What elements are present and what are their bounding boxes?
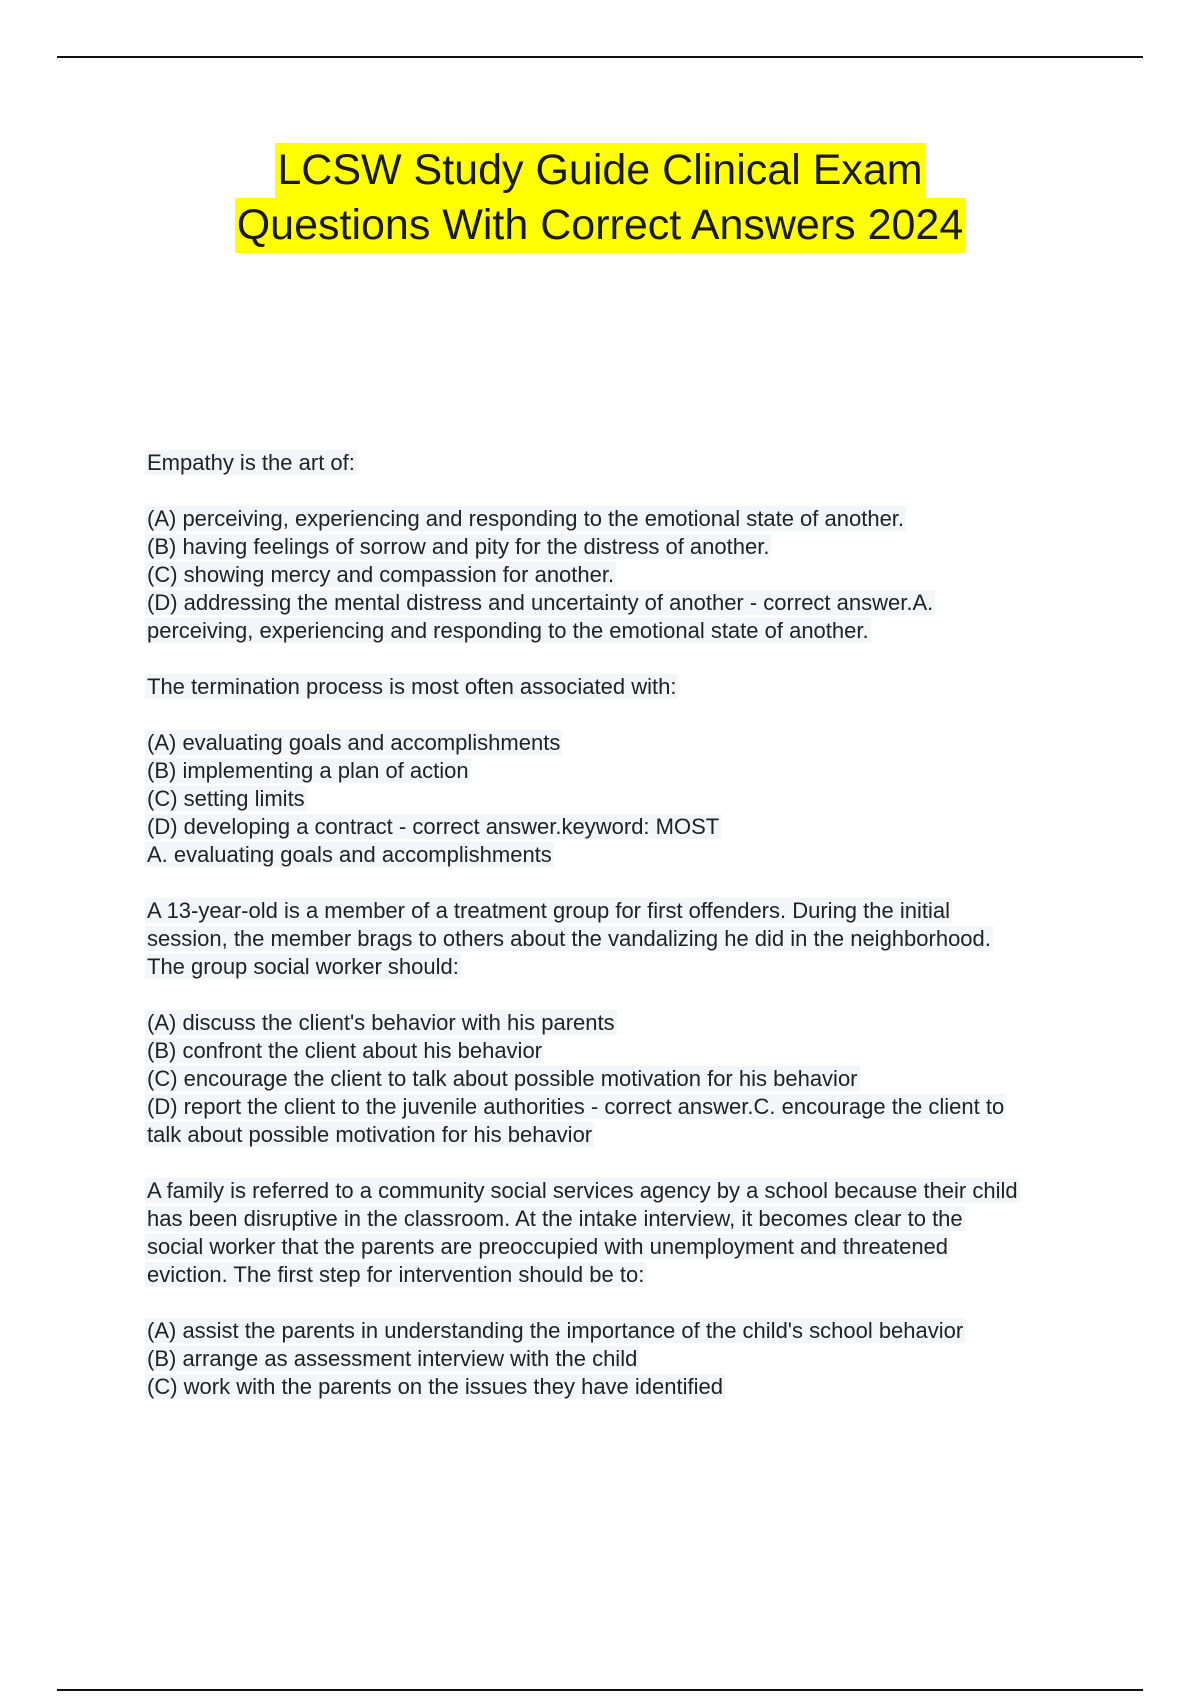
stem-line: session, the member brags to others about the vandalizing he did in the neighborhood. xyxy=(147,926,991,951)
stem-line: social worker that the parents are preoccupied with unemployment and threatened xyxy=(147,1234,949,1259)
question-stem xyxy=(145,897,1095,981)
option-line: (B) arrange as assessment interview with the child xyxy=(147,1346,638,1371)
stem-line: has been disruptive in the classroom. At the intake interview, it becomes clear to the xyxy=(147,1206,963,1231)
option-line: (A) evaluating goals and accomplishments xyxy=(147,730,561,755)
question-3 xyxy=(145,897,1095,1149)
option-line: (B) confront the client about his behavior xyxy=(147,1038,543,1063)
stem-line: The termination process is most often associated with: xyxy=(147,674,677,699)
option-line: (C) showing mercy and compassion for another. xyxy=(147,562,615,587)
option-line: A. evaluating goals and accomplishments xyxy=(147,842,552,867)
question-4 xyxy=(145,1177,1095,1401)
option-line: (D) addressing the mental distress and uncertainty of another - correct answer.A. xyxy=(147,590,934,615)
option-line: (A) assist the parents in understanding the importance of the child's school behavior xyxy=(147,1318,964,1343)
question-2 xyxy=(145,673,1095,869)
option-line: (A) discuss the client's behavior with his parents xyxy=(147,1010,615,1035)
title-line-1: LCSW Study Guide Clinical Exam xyxy=(275,143,924,198)
bottom-rule xyxy=(57,1689,1143,1691)
option-line: (B) implementing a plan of action xyxy=(147,758,469,783)
top-rule xyxy=(57,56,1143,58)
title-line-2: Questions With Correct Answers 2024 xyxy=(235,198,966,253)
question-stem xyxy=(145,1177,1095,1289)
option-line: (D) developing a contract - correct answer.keyword: MOST xyxy=(147,814,720,839)
option-line: (C) encourage the client to talk about possible motivation for his behavior xyxy=(147,1066,858,1091)
stem-line: eviction. The first step for intervention should be to: xyxy=(147,1262,645,1287)
option-line: (B) having feelings of sorrow and pity for the distress of another. xyxy=(147,534,770,559)
stem-line: A family is referred to a community social services agency by a school because their child xyxy=(147,1178,1018,1203)
option-line: (D) report the client to the juvenile authorities - correct answer.C. encourage the client to xyxy=(147,1094,1005,1119)
question-stem xyxy=(145,449,1095,477)
question-stem xyxy=(145,673,1095,701)
document-title xyxy=(0,143,1200,253)
stem-line: The group social worker should: xyxy=(147,954,459,979)
stem-line: A 13-year-old is a member of a treatment group for first offenders. During the initial xyxy=(147,898,950,923)
option-line: perceiving, experiencing and responding to the emotional state of another. xyxy=(147,618,869,643)
question-list xyxy=(145,449,1095,1429)
option-line: talk about possible motivation for his behavior xyxy=(147,1122,593,1147)
option-line: (A) perceiving, experiencing and responding to the emotional state of another. xyxy=(147,506,905,531)
answer-options xyxy=(145,729,1095,869)
question-1 xyxy=(145,449,1095,645)
answer-options xyxy=(145,505,1095,645)
option-line: (C) setting limits xyxy=(147,786,305,811)
answer-options xyxy=(145,1317,1095,1401)
answer-options xyxy=(145,1009,1095,1149)
stem-line: Empathy is the art of: xyxy=(147,450,355,475)
option-line: (C) work with the parents on the issues they have identified xyxy=(147,1374,723,1399)
